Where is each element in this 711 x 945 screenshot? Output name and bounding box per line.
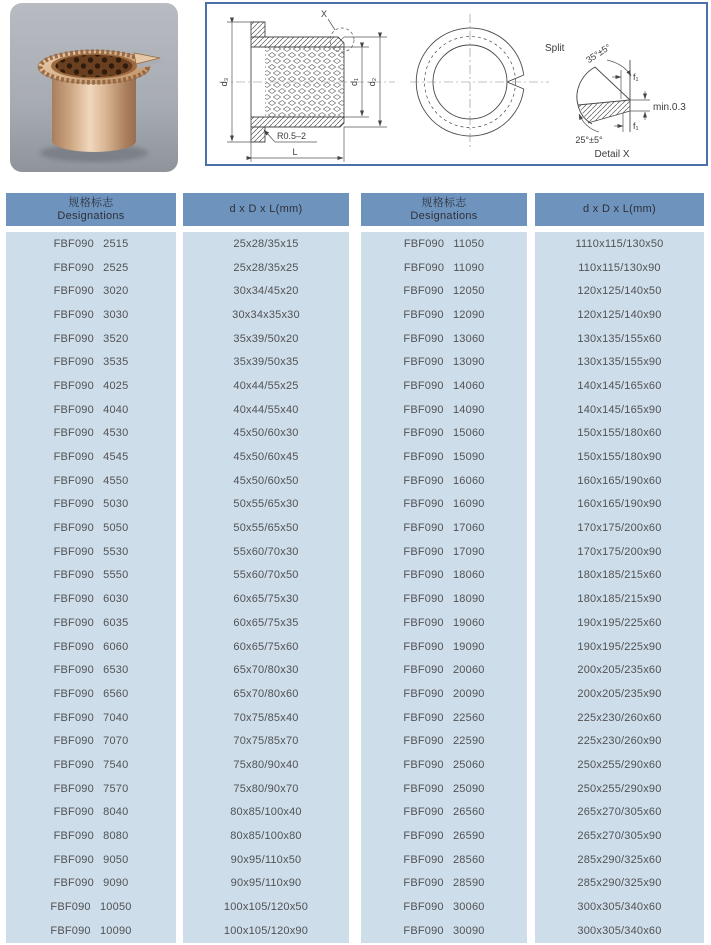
- technical-drawing-panel: [205, 2, 708, 166]
- table-cell: FBF090 20060: [403, 664, 485, 677]
- table-cell: 300x305/340x60: [577, 924, 662, 937]
- table-cell: 75x80/90x40: [233, 758, 299, 771]
- header-zh: 规格标志: [421, 196, 467, 209]
- table-cell: 170x175/200x90: [577, 545, 662, 558]
- table-cell: 60x65/75x35: [233, 616, 299, 629]
- table-cell: FBF090 16060: [403, 474, 485, 487]
- table-cell: 150x155/180x60: [577, 427, 662, 440]
- f-bottom-label: f₁: [633, 121, 639, 131]
- table-cell: 300x305/340x60: [577, 901, 662, 914]
- column-designations-right: [361, 193, 527, 943]
- table-cell: FBF090 5530: [53, 545, 129, 558]
- table-cell: 250x255/290x90: [577, 782, 662, 795]
- table-cell: FBF090 8080: [53, 830, 129, 843]
- technical-drawing: [207, 4, 706, 164]
- table-cell: 30x34/45x20: [233, 285, 299, 298]
- table-cell: 285x290/325x60: [577, 853, 662, 866]
- table-cell: FBF090 6035: [53, 616, 129, 629]
- table-cell: 285x290/325x90: [577, 877, 662, 890]
- dimensions-header-right: [535, 193, 704, 226]
- table-cell: FBF090 5550: [53, 569, 129, 582]
- table-cell: FBF090 4550: [53, 474, 129, 487]
- detail-x-view: [577, 60, 630, 132]
- table-cell: FBF090 4025: [53, 379, 129, 392]
- table-columns: [0, 193, 711, 943]
- product-photo-panel: [10, 3, 178, 172]
- table-cell: 40x44/55x40: [233, 403, 299, 416]
- table-cell: 100x105/120x90: [223, 924, 309, 937]
- table-cell: 1110x115/130x50: [575, 237, 664, 250]
- f-top-label: f₁: [633, 72, 639, 82]
- table-cell: FBF090 17060: [403, 522, 485, 535]
- dim-label-d2: d₂: [367, 77, 377, 87]
- header-dim: d x D x L(mm): [229, 203, 303, 215]
- table-cell: 200x205/235x90: [577, 687, 662, 700]
- table-cell: 190x195/225x60: [577, 616, 662, 629]
- table-cell: 60x65/75x30: [233, 593, 299, 606]
- table-cell: 45x50/60x50: [233, 474, 299, 487]
- table-cell: FBF090 30060: [403, 901, 485, 914]
- table-cell: FBF090 12090: [403, 308, 485, 321]
- designations-header-right: [361, 193, 527, 226]
- table-cell: 200x205/235x60: [577, 664, 662, 677]
- detail-x-marker: X: [320, 9, 328, 19]
- table-cell: 120x125/140x50: [577, 285, 662, 298]
- table-cell: 120x125/140x90: [577, 308, 662, 321]
- header-zh: 规格标志: [68, 196, 114, 209]
- designation-list-right: [361, 232, 527, 943]
- table-cell: FBF090 2515: [53, 237, 129, 250]
- angle-bottom-label: 25°±5°: [575, 135, 603, 145]
- dimension-list-right: [535, 232, 704, 943]
- table-cell: FBF090 4530: [53, 427, 129, 440]
- table-cell: FBF090 3535: [53, 356, 129, 369]
- table-cell: FBF090 19060: [403, 616, 485, 629]
- table-cell: FBF090 16090: [403, 498, 485, 511]
- table-cell: 190x195/225x90: [577, 640, 662, 653]
- table-cell: 55x60/70x50: [233, 569, 299, 582]
- column-dimensions-right: [535, 193, 704, 943]
- radius-note: R0.5–2: [277, 131, 307, 141]
- table-cell: FBF090 15090: [403, 451, 485, 464]
- table-cell: FBF090 25090: [403, 782, 485, 795]
- table-cell: 180x185/215x60: [577, 569, 662, 582]
- column-dimensions-left: [183, 193, 349, 943]
- table-cell: FBF090 2525: [53, 261, 129, 274]
- table-cell: FBF090 11050: [403, 237, 485, 250]
- dimension-list-left: [183, 232, 349, 943]
- table-cell: FBF090 3030: [53, 308, 129, 321]
- table-cell: 110x115/130x90: [578, 261, 661, 274]
- table-cell: 130x135/155x60: [577, 332, 662, 345]
- table-cell: 30x34x35x30: [232, 308, 300, 321]
- table-cell: 265x270/305x60: [577, 806, 662, 819]
- detail-x-labels: [575, 42, 686, 160]
- header-en: Designations: [410, 209, 478, 222]
- header-en: Designations: [57, 209, 125, 222]
- table-cell: FBF090 3020: [53, 285, 129, 298]
- table-cell: 65x70/80x60: [233, 687, 299, 700]
- table-cell: 225x230/260x60: [577, 711, 662, 724]
- table-cell: FBF090 7040: [53, 711, 129, 724]
- table-cell: 130x135/155x90: [577, 356, 662, 369]
- table-cell: FBF090 7540: [53, 758, 129, 771]
- table-cell: FBF090 4040: [53, 403, 129, 416]
- table-cell: 75x80/90x70: [233, 782, 299, 795]
- table-cell: 35x39/50x20: [233, 332, 299, 345]
- table-cell: 250x255/290x60: [577, 758, 662, 771]
- table-cell: FBF090 5030: [53, 498, 129, 511]
- table-cell: FBF090 7070: [53, 735, 129, 748]
- table-cell: 225x230/260x90: [577, 735, 662, 748]
- dimensions-header-left: [183, 193, 349, 226]
- table-cell: 65x70/80x30: [233, 664, 299, 677]
- table-cell: 180x185/215x90: [577, 593, 662, 606]
- table-cell: FBF090 26560: [403, 806, 485, 819]
- table-cell: 160x165/190x90: [577, 498, 662, 511]
- table-cell: FBF090 10050: [50, 901, 132, 914]
- table-cell: FBF090 6030: [53, 593, 129, 606]
- table-cell: 170x175/200x60: [577, 522, 662, 535]
- table-cell: FBF090 22560: [403, 711, 485, 724]
- table-cell: FBF090 9050: [53, 853, 129, 866]
- table-cell: FBF090 19090: [403, 640, 485, 653]
- table-cell: FBF090 14090: [403, 403, 485, 416]
- table-cell: FBF090 28590: [403, 877, 485, 890]
- table-cell: FBF090 22590: [403, 735, 485, 748]
- table-cell: FBF090 8040: [53, 806, 129, 819]
- min-chamfer-label: min.0.3: [653, 102, 686, 113]
- table-cell: 25x28/35x25: [233, 261, 299, 274]
- table-cell: 60x65/75x60: [233, 640, 299, 653]
- dim-label-d3: d₃: [219, 77, 229, 87]
- table-cell: FBF090 3520: [53, 332, 129, 345]
- table-cell: FBF090 4545: [53, 451, 129, 464]
- table-cell: 100x105/120x50: [223, 901, 309, 914]
- table-cell: FBF090 7570: [53, 782, 129, 795]
- table-cell: FBF090 25060: [403, 758, 485, 771]
- table-cell: FBF090 5050: [53, 522, 129, 535]
- top-section: [0, 0, 711, 186]
- table-cell: 160x165/190x60: [577, 474, 662, 487]
- table-cell: FBF090 18060: [403, 569, 485, 582]
- dim-label-length: L: [292, 147, 298, 157]
- dim-label-d1: d₁: [349, 77, 359, 87]
- table-cell: FBF090 9090: [53, 877, 129, 890]
- table-cell: 140x145/165x60: [577, 379, 662, 392]
- table-cell: FBF090 10090: [50, 924, 132, 937]
- table-cell: 80x85/100x40: [230, 806, 302, 819]
- table-cell: 90x95/110x50: [230, 853, 302, 866]
- table-cell: FBF090 14060: [403, 379, 485, 392]
- designation-list-left: [6, 232, 176, 943]
- table-cell: FBF090 30090: [403, 924, 485, 937]
- split-label: Split: [545, 43, 565, 54]
- table-cell: FBF090 13060: [403, 332, 485, 345]
- table-cell: 90x95/110x90: [230, 877, 302, 890]
- designations-header-left: [6, 193, 176, 226]
- table-cell: 50x55/65x30: [233, 498, 299, 511]
- table-cell: FBF090 11090: [403, 261, 485, 274]
- column-designations-left: [6, 193, 176, 943]
- table-cell: FBF090 12050: [403, 285, 485, 298]
- table-cell: 45x50/60x30: [233, 427, 299, 440]
- table-cell: 265x270/305x90: [577, 830, 662, 843]
- table-cell: 150x155/180x90: [577, 451, 662, 464]
- table-cell: FBF090 6060: [53, 640, 129, 653]
- table-cell: 40x44/55x25: [233, 379, 299, 392]
- table-cell: FBF090 26590: [403, 830, 485, 843]
- table-cell: 70x75/85x70: [233, 735, 299, 748]
- table-cell: 70x75/85x40: [233, 711, 299, 724]
- table-cell: FBF090 6530: [53, 664, 129, 677]
- table-cell: FBF090 28560: [403, 853, 485, 866]
- table-cell: FBF090 15060: [403, 427, 485, 440]
- table-cell: 35x39/50x35: [233, 356, 299, 369]
- table-cell: FBF090 20090: [403, 687, 485, 700]
- detail-x-caption: Detail X: [594, 149, 630, 160]
- front-view: [410, 14, 549, 150]
- header-dim: d x D x L(mm): [583, 203, 656, 215]
- table-cell: 55x60/70x30: [233, 545, 299, 558]
- size-table: [0, 193, 711, 943]
- table-cell: 45x50/60x45: [233, 451, 299, 464]
- table-cell: 80x85/100x80: [230, 830, 302, 843]
- table-cell: FBF090 6560: [53, 687, 129, 700]
- angle-top-label: 35°±5°: [584, 41, 613, 66]
- table-cell: 25x28/35x15: [233, 237, 299, 250]
- table-cell: FBF090 18090: [403, 593, 485, 606]
- table-cell: 50x55/65x50: [233, 522, 299, 535]
- flanged-bushing-photo: [10, 3, 178, 172]
- table-cell: FBF090 13090: [403, 356, 485, 369]
- table-cell: FBF090 17090: [403, 545, 485, 558]
- table-cell: 140x145/165x90: [577, 403, 662, 416]
